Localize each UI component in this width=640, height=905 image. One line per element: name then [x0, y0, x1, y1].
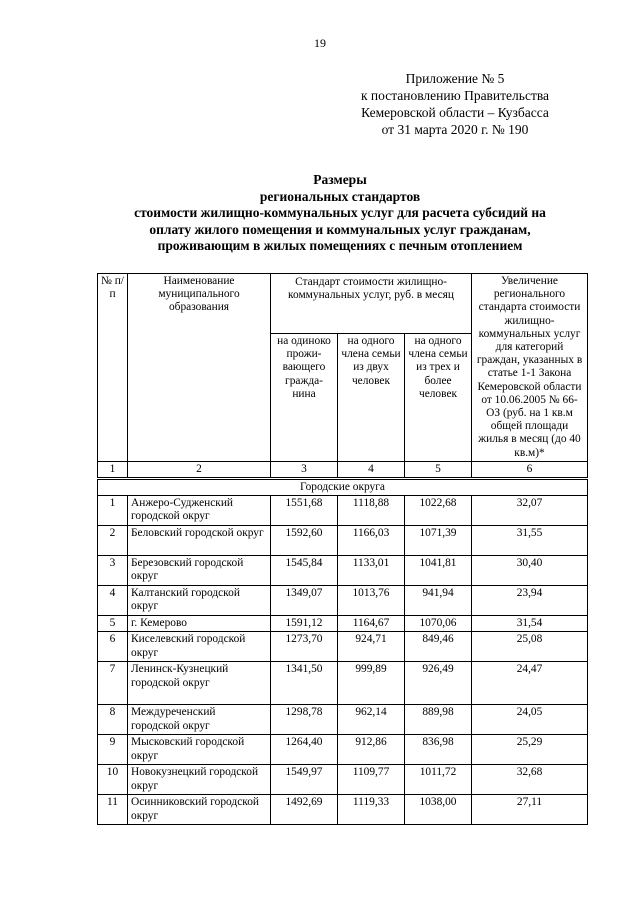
table-row	[98, 662, 588, 705]
cost-two: 912,86	[338, 735, 405, 765]
cost-single: 1551,68	[271, 496, 338, 526]
row-number: 10	[98, 765, 128, 795]
row-number: 1	[98, 496, 128, 526]
header-name: Наименование муниципального образования	[128, 274, 271, 462]
header-num: № п/п	[98, 274, 128, 462]
cost-three: 941,94	[405, 586, 472, 616]
cost-two: 1109,77	[338, 765, 405, 795]
title-line: стоимости жилищно-коммунальных услуг для расчета субсидий на	[134, 205, 546, 220]
cost-two: 962,14	[338, 705, 405, 735]
table-row	[98, 586, 588, 616]
increase-value: 31,55	[472, 526, 588, 556]
municipality-name: Анжеро-Судженский городской округ	[128, 496, 271, 526]
column-number: 4	[338, 461, 405, 478]
municipality-name: Березовский городской округ	[128, 556, 271, 586]
cost-single: 1545,84	[271, 556, 338, 586]
column-number-row	[98, 461, 588, 478]
title-line: Размеры	[313, 172, 367, 187]
increase-value: 23,94	[472, 586, 588, 616]
municipality-name: Ленинск-Кузнецкий городской округ	[128, 662, 271, 705]
table-row	[98, 556, 588, 586]
header-single: на одиноко прожи-вающего гражда-нина	[271, 334, 338, 462]
increase-value: 32,07	[472, 496, 588, 526]
cost-two: 1166,03	[338, 526, 405, 556]
increase-value: 25,29	[472, 735, 588, 765]
page-number: 19	[314, 36, 326, 50]
cost-single: 1549,97	[271, 765, 338, 795]
cost-three: 836,98	[405, 735, 472, 765]
increase-value: 27,11	[472, 795, 588, 825]
row-number: 6	[98, 632, 128, 662]
municipality-name: Новокузнецкий городской округ	[128, 765, 271, 795]
appendix-line: Кемеровской области – Кузбасса	[361, 105, 549, 120]
table-row	[98, 735, 588, 765]
table-row	[98, 705, 588, 735]
municipality-name: Осинниковский городской округ	[128, 795, 271, 825]
cost-single: 1273,70	[271, 632, 338, 662]
appendix-line: к постановлению Правительства	[360, 88, 550, 103]
row-number: 5	[98, 616, 128, 632]
cost-two: 1119,33	[338, 795, 405, 825]
cost-single: 1591,12	[271, 616, 338, 632]
row-number: 3	[98, 556, 128, 586]
cost-three: 1022,68	[405, 496, 472, 526]
municipality-name: Калтанский городской округ	[128, 586, 271, 616]
cost-single: 1492,69	[271, 795, 338, 825]
header-row	[98, 274, 588, 334]
group-label: Городские округа	[98, 479, 588, 496]
cost-two: 1164,67	[338, 616, 405, 632]
title-line: проживающим в жилых помещениях с печным отоплением	[157, 238, 523, 253]
group-row	[98, 479, 588, 496]
cost-three: 849,46	[405, 632, 472, 662]
table-row	[98, 765, 588, 795]
table-row	[98, 632, 588, 662]
municipality-name: Междуреченский городской округ	[128, 705, 271, 735]
cost-three: 1071,39	[405, 526, 472, 556]
cost-two: 1133,01	[338, 556, 405, 586]
row-number: 11	[98, 795, 128, 825]
cost-single: 1298,78	[271, 705, 338, 735]
row-number: 4	[98, 586, 128, 616]
header-increase: Увеличение регионального стандарта стоимости жилищно-коммунальных услуг для категорий граждан, указанных в статье 1-1 Закона Кемеровской области от 10.06.2005 № 66-ОЗ (руб. на 1 кв.м общей площади жилья в месяц (до 40 кв.м)*	[472, 274, 588, 462]
increase-value: 31,54	[472, 616, 588, 632]
cost-two: 999,89	[338, 662, 405, 705]
row-number: 2	[98, 526, 128, 556]
column-number: 5	[405, 461, 472, 478]
cost-three: 1041,81	[405, 556, 472, 586]
table-row	[98, 496, 588, 526]
cost-single: 1592,60	[271, 526, 338, 556]
increase-value: 24,05	[472, 705, 588, 735]
cost-three: 1011,72	[405, 765, 472, 795]
table-row	[98, 526, 588, 556]
cost-three: 1038,00	[405, 795, 472, 825]
increase-value: 24,47	[472, 662, 588, 705]
cost-single: 1341,50	[271, 662, 338, 705]
column-number: 1	[98, 461, 128, 478]
row-number: 7	[98, 662, 128, 705]
cost-three: 926,49	[405, 662, 472, 705]
municipality-name: Беловский городской округ	[128, 526, 271, 556]
column-number: 6	[472, 461, 588, 478]
cost-single: 1264,40	[271, 735, 338, 765]
title-line: региональных стандартов	[259, 188, 421, 204]
increase-value: 25,08	[472, 632, 588, 662]
cost-two: 1013,76	[338, 586, 405, 616]
appendix-line: от 31 марта 2020 г. № 190	[381, 122, 529, 137]
municipality-name: Мысковский городской округ	[128, 735, 271, 765]
column-number: 2	[128, 461, 271, 478]
cost-two: 924,71	[338, 632, 405, 662]
title-line: оплату жилого помещения и коммунальных услуг гражданам,	[149, 221, 531, 237]
increase-value: 32,68	[472, 765, 588, 795]
cost-three: 1070,06	[405, 616, 472, 632]
cost-two: 1118,88	[338, 496, 405, 526]
municipality-name: г. Кемерово	[128, 616, 271, 632]
document-title	[80, 172, 600, 255]
increase-value: 30,40	[472, 556, 588, 586]
standards-table	[97, 273, 588, 825]
cost-single: 1349,07	[271, 586, 338, 616]
row-number: 8	[98, 705, 128, 735]
header-two: на одного члена семьи из двух человек	[338, 334, 405, 462]
header-three: на одного члена семьи из трех и более человек	[405, 334, 472, 462]
table-row	[98, 616, 588, 632]
column-number: 3	[271, 461, 338, 478]
appendix-line: Приложение № 5	[405, 71, 505, 86]
header-standard: Стандарт стоимости жилищно-коммунальных услуг, руб. в месяц	[271, 274, 472, 334]
appendix-block	[330, 70, 580, 138]
municipality-name: Киселевский городской округ	[128, 632, 271, 662]
row-number: 9	[98, 735, 128, 765]
table-row	[98, 795, 588, 825]
cost-three: 889,98	[405, 705, 472, 735]
